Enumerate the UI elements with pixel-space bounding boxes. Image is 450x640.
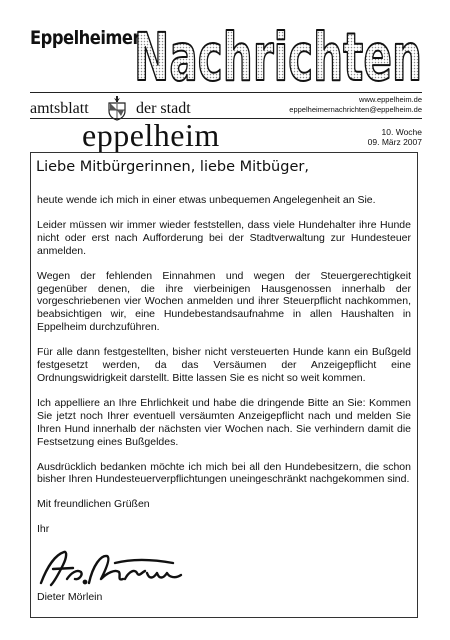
letter-paragraph: heute wende ich mich in einer etwas unbequemen Angelegenheit an Sie. xyxy=(37,194,376,206)
masthead-der-stadt: der stadt xyxy=(136,100,191,117)
signer-name: Dieter Mörlein xyxy=(37,591,103,603)
letter-ihr: Ihr xyxy=(37,523,50,536)
letter-body xyxy=(37,194,411,548)
masthead-town: eppelheim xyxy=(82,117,220,153)
letter-salutation: Liebe Mitbürgerinnen, liebe Mitbüger, xyxy=(36,159,309,175)
letter-paragraph: Leider müssen wir immer wieder feststellen, dass viele Hundehalter ihre Hunde nicht oder erst nach Aufforderung bei der Stadtverwaltung zur Hundesteuer anmelden. xyxy=(37,218,411,257)
letter-paragraph: Ausdrücklich bedanken möchte ich mich bei all den Hundebesitzern, die schon bisher Ihren Hundesteuerverpflichtungen uneingeschränkt nachgekommen sind. xyxy=(37,460,411,486)
masthead-contact xyxy=(289,95,422,115)
masthead xyxy=(0,0,450,160)
email-link[interactable]: eppelheimernachrichten@eppelheim.de xyxy=(289,105,422,114)
issue-info xyxy=(368,127,422,147)
issue-date: 09. März 2007 xyxy=(367,137,422,147)
letter-closing: Mit freundlichen Grüßen xyxy=(37,498,150,511)
masthead-title-big-text: Nachrichten xyxy=(134,19,422,90)
masthead-title-small: Eppelheimer xyxy=(30,27,141,49)
issue-week: 10. Woche xyxy=(381,127,422,137)
handwritten-signature xyxy=(31,545,191,594)
letter-paragraph: Wegen der fehlenden Einnahmen und wegen der Steuergerechtigkeit gegenüber denen, die ihre vierbeinigen Hausgenossen innerhalb der vorgeschriebenen vier Wochen anmelden und ihrer Steuerpflicht nachkommen, beabsichtigen wir, eine Hundebestandsaufnahme in allen Haushalten in Eppelheim durchzuführen. xyxy=(37,269,411,334)
masthead-amtsblatt: amtsblatt xyxy=(30,100,89,117)
website-link[interactable]: www.eppelheim.de xyxy=(359,95,422,104)
letter-paragraph: Ich appelliere an Ihre Ehrlichkeit und habe die dringende Bitte an Sie: Kommen Sie jetzt noch Ihrer eventuell versäumten Anzeigepflicht nach und melden Sie Ihren Hund innerhalb der nächsten vier Wochen nach. Sie verhindern damit die Festsetzung eines Bußgeldes. xyxy=(37,396,411,448)
masthead-divider-top xyxy=(30,92,422,93)
letter-frame xyxy=(30,152,418,618)
masthead-title-big xyxy=(128,10,428,90)
letter-paragraph: Für alle dann festgestellten, bisher nicht versteuerten Hunde kann ein Bußgeld festgesetzt werden, da das Versäumen der Anzeigepflicht eine Ordnungswidrigkeit darstellt. Bitte lassen Sie es nicht so weit kommen. xyxy=(37,346,411,384)
